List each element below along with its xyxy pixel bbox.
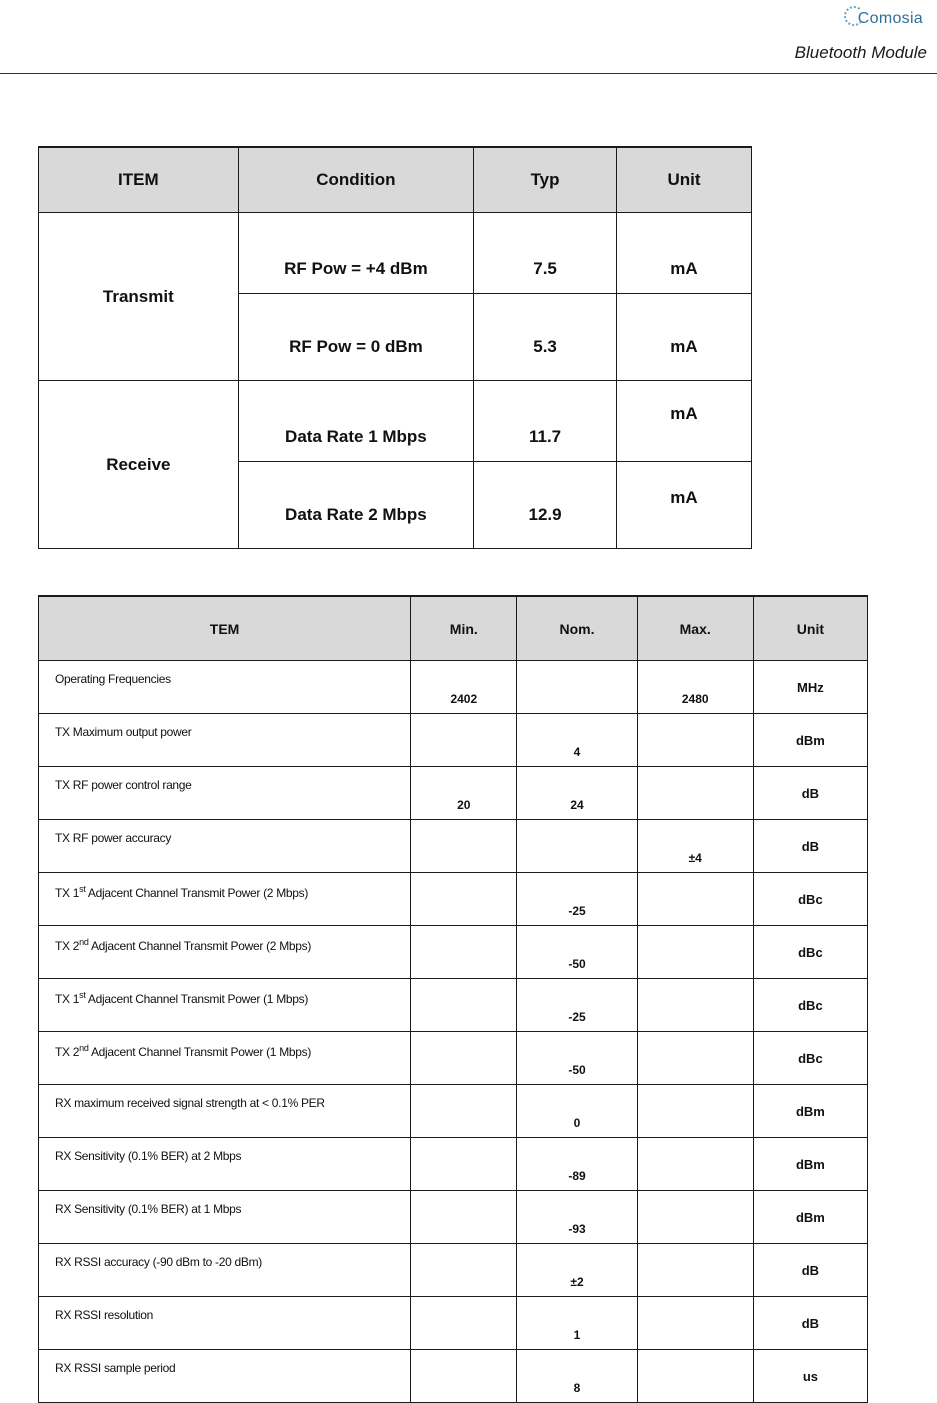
table-row bbox=[39, 873, 868, 926]
min-cell bbox=[411, 1244, 517, 1297]
parameter-cell bbox=[39, 1138, 411, 1191]
unit-cell: dBc bbox=[753, 1032, 867, 1085]
min-cell: 2402 bbox=[411, 661, 517, 714]
parameter-text: TX 1 bbox=[55, 886, 80, 900]
page-header bbox=[0, 0, 937, 75]
nom-cell: -50 bbox=[517, 926, 637, 979]
parameter-text-rest: Adjacent Channel Transmit Power (2 Mbps) bbox=[88, 939, 312, 953]
min-cell bbox=[411, 926, 517, 979]
parameter-text: TX 2 bbox=[55, 939, 80, 953]
parameter-text: TX RF power accuracy bbox=[55, 831, 172, 845]
condition-cell: RF Pow = +4 dBm bbox=[238, 213, 473, 294]
unit-cell: mA bbox=[617, 381, 752, 462]
min-cell bbox=[411, 1297, 517, 1350]
unit-cell: MHz bbox=[753, 661, 867, 714]
typ-cell: 11.7 bbox=[474, 381, 617, 462]
unit-cell: dB bbox=[753, 820, 867, 873]
parameter-cell bbox=[39, 767, 411, 820]
parameter-cell bbox=[39, 820, 411, 873]
item-transmit: Transmit bbox=[39, 213, 239, 381]
header-condition: Condition bbox=[238, 147, 473, 213]
header-divider bbox=[0, 73, 937, 74]
logo bbox=[844, 10, 923, 28]
unit-cell: dBm bbox=[753, 714, 867, 767]
rf-characteristics-table bbox=[38, 595, 868, 1403]
min-cell bbox=[411, 1138, 517, 1191]
header-nom: Nom. bbox=[517, 596, 637, 661]
max-cell bbox=[637, 1032, 753, 1085]
nom-cell bbox=[517, 820, 637, 873]
min-cell bbox=[411, 979, 517, 1032]
unit-cell: dBc bbox=[753, 926, 867, 979]
parameter-text-rest: Adjacent Channel Transmit Power (1 Mbps) bbox=[88, 1045, 312, 1059]
max-cell bbox=[637, 767, 753, 820]
max-cell: ±4 bbox=[637, 820, 753, 873]
condition-cell: Data Rate 1 Mbps bbox=[238, 381, 473, 462]
min-cell: 20 bbox=[411, 767, 517, 820]
parameter-cell bbox=[39, 1244, 411, 1297]
max-cell bbox=[637, 1244, 753, 1297]
condition-cell: Data Rate 2 Mbps bbox=[238, 462, 473, 549]
parameter-cell bbox=[39, 873, 411, 926]
typ-cell: 5.3 bbox=[474, 294, 617, 381]
table-row bbox=[39, 1032, 868, 1085]
header-unit: Unit bbox=[617, 147, 752, 213]
parameter-text: RX Sensitivity (0.1% BER) at 2 Mbps bbox=[55, 1149, 242, 1163]
parameter-cell bbox=[39, 1085, 411, 1138]
typ-cell: 7.5 bbox=[474, 213, 617, 294]
current-consumption-table bbox=[38, 146, 752, 549]
table-row bbox=[39, 820, 868, 873]
unit-cell: mA bbox=[617, 462, 752, 549]
condition-cell: RF Pow = 0 dBm bbox=[238, 294, 473, 381]
ordinal-suffix: st bbox=[79, 884, 86, 894]
parameter-text: TX 1 bbox=[55, 992, 80, 1006]
unit-cell: mA bbox=[617, 213, 752, 294]
parameter-cell bbox=[39, 979, 411, 1032]
table-row bbox=[39, 926, 868, 979]
nom-cell: -50 bbox=[517, 1032, 637, 1085]
table-row bbox=[39, 1297, 868, 1350]
max-cell bbox=[637, 1085, 753, 1138]
parameter-text: TX RF power control range bbox=[55, 778, 192, 792]
table-row bbox=[39, 661, 868, 714]
ordinal-suffix: st bbox=[79, 990, 86, 1000]
parameter-cell bbox=[39, 1032, 411, 1085]
table-header-row bbox=[39, 147, 752, 213]
table-row bbox=[39, 213, 752, 294]
table-row bbox=[39, 979, 868, 1032]
max-cell bbox=[637, 926, 753, 979]
logo-text: Comosia bbox=[857, 10, 923, 27]
table-row bbox=[39, 381, 752, 462]
unit-cell: dB bbox=[753, 1244, 867, 1297]
parameter-cell bbox=[39, 1297, 411, 1350]
table-row bbox=[39, 767, 868, 820]
unit-cell: dBm bbox=[753, 1138, 867, 1191]
max-cell bbox=[637, 1350, 753, 1403]
nom-cell: 8 bbox=[517, 1350, 637, 1403]
parameter-cell bbox=[39, 1350, 411, 1403]
header-min: Min. bbox=[411, 596, 517, 661]
parameter-text: TX Maximum output power bbox=[55, 725, 192, 739]
unit-cell: dBc bbox=[753, 873, 867, 926]
table-row bbox=[39, 1244, 868, 1297]
header-item: ITEM bbox=[39, 147, 239, 213]
min-cell bbox=[411, 1085, 517, 1138]
document-subtitle: Bluetooth Module bbox=[794, 43, 927, 62]
unit-cell: dB bbox=[753, 767, 867, 820]
parameter-text-rest: Adjacent Channel Transmit Power (1 Mbps) bbox=[85, 992, 309, 1006]
unit-cell: mA bbox=[617, 294, 752, 381]
min-cell bbox=[411, 873, 517, 926]
parameter-text: TX 2 bbox=[55, 1045, 80, 1059]
nom-cell: 0 bbox=[517, 1085, 637, 1138]
parameter-cell bbox=[39, 926, 411, 979]
nom-cell: -25 bbox=[517, 873, 637, 926]
item-receive: Receive bbox=[39, 381, 239, 549]
nom-cell: 1 bbox=[517, 1297, 637, 1350]
header-unit: Unit bbox=[753, 596, 867, 661]
typ-cell: 12.9 bbox=[474, 462, 617, 549]
ordinal-suffix: nd bbox=[79, 1043, 89, 1053]
unit-cell: dBm bbox=[753, 1191, 867, 1244]
parameter-text: RX maximum received signal strength at < 0.1% PER bbox=[55, 1096, 325, 1110]
min-cell bbox=[411, 714, 517, 767]
table-row bbox=[39, 1138, 868, 1191]
nom-cell: 4 bbox=[517, 714, 637, 767]
parameter-cell bbox=[39, 661, 411, 714]
max-cell bbox=[637, 1138, 753, 1191]
min-cell bbox=[411, 1032, 517, 1085]
ordinal-suffix: nd bbox=[79, 937, 89, 947]
header-typ: Typ bbox=[474, 147, 617, 213]
nom-cell: -93 bbox=[517, 1191, 637, 1244]
nom-cell: 24 bbox=[517, 767, 637, 820]
nom-cell: -25 bbox=[517, 979, 637, 1032]
max-cell bbox=[637, 1297, 753, 1350]
parameter-text: RX RSSI sample period bbox=[55, 1361, 176, 1375]
min-cell bbox=[411, 1350, 517, 1403]
nom-cell: ±2 bbox=[517, 1244, 637, 1297]
max-cell bbox=[637, 979, 753, 1032]
max-cell: 2480 bbox=[637, 661, 753, 714]
unit-cell: dBm bbox=[753, 1085, 867, 1138]
max-cell bbox=[637, 714, 753, 767]
parameter-cell bbox=[39, 714, 411, 767]
header-max: Max. bbox=[637, 596, 753, 661]
nom-cell bbox=[517, 661, 637, 714]
table-header-row bbox=[39, 596, 868, 661]
parameter-text: RX Sensitivity (0.1% BER) at 1 Mbps bbox=[55, 1202, 242, 1216]
parameter-text: Operating Frequencies bbox=[55, 672, 171, 686]
min-cell bbox=[411, 820, 517, 873]
table-row bbox=[39, 1085, 868, 1138]
max-cell bbox=[637, 873, 753, 926]
parameter-text: RX RSSI accuracy (-90 dBm to -20 dBm) bbox=[55, 1255, 262, 1269]
nom-cell: -89 bbox=[517, 1138, 637, 1191]
table-row bbox=[39, 714, 868, 767]
unit-cell: dB bbox=[753, 1297, 867, 1350]
table-row bbox=[39, 1350, 868, 1403]
parameter-text-rest: Adjacent Channel Transmit Power (2 Mbps) bbox=[85, 886, 309, 900]
unit-cell: dBc bbox=[753, 979, 867, 1032]
header-tem: TEM bbox=[39, 596, 411, 661]
unit-cell: us bbox=[753, 1350, 867, 1403]
parameter-text: RX RSSI resolution bbox=[55, 1308, 153, 1322]
